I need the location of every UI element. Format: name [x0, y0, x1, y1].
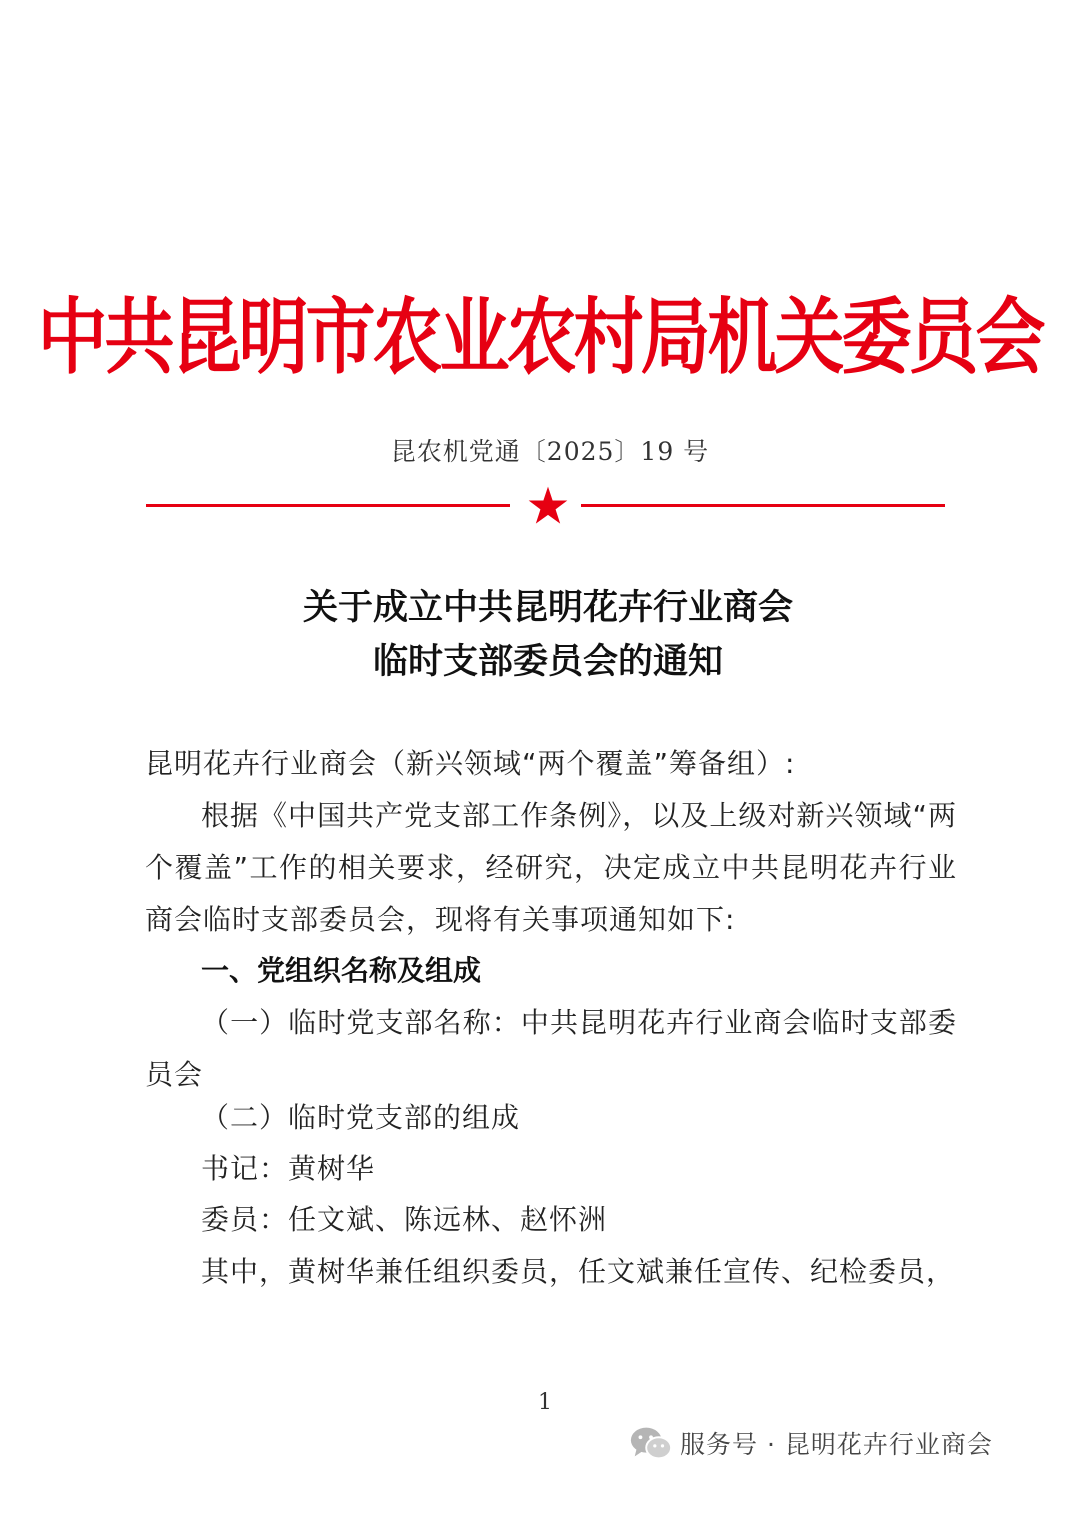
notice-title-line-1: 关于成立中共昆明花卉行业商会 [302, 587, 793, 628]
red-divider-right [581, 504, 945, 507]
notice-title-line-2: 临时支部委员会的通知 [372, 641, 723, 682]
secretary-line: 书记：黄树华 [201, 1152, 376, 1185]
watermark-text: 服务号 · 昆明花卉行业商会 [680, 1430, 993, 1459]
issuing-organization-header: 中共昆明市农业农村局机关委员会 [37, 287, 1043, 386]
red-divider-left [146, 504, 510, 507]
branch-name-paragraph: （一）临时党支部名称：中共昆明花卉行业商会临时支部委员会 [145, 1006, 957, 1091]
red-star-icon [527, 485, 569, 527]
branch-composition-heading: （二）临时党支部的组成 [201, 1101, 521, 1134]
intro-paragraph: 根据《中国共产党支部工作条例》，以及上级对新兴领域“两个覆盖”工作的相关要求，经研究，决定成立中共昆明花卉行业商会临时支部委员会，现将有关事项通知如下: [145, 799, 957, 936]
section-heading-1: 一、党组织名称及组成 [201, 954, 482, 987]
duties-line: 其中，黄树华兼任组织委员，任文斌兼任宣传、纪检委员， [201, 1255, 956, 1288]
document-number: 昆农机党通〔2025〕19 号 [390, 437, 710, 466]
page-number: 1 [538, 1390, 552, 1415]
members-line: 委员：任文斌、陈远林、赵怀洲 [201, 1203, 608, 1236]
salutation: 昆明花卉行业商会（新兴领域“两个覆盖”筹备组）: [145, 747, 796, 780]
wechat-icon [628, 1423, 674, 1463]
wechat-watermark [628, 1418, 993, 1468]
